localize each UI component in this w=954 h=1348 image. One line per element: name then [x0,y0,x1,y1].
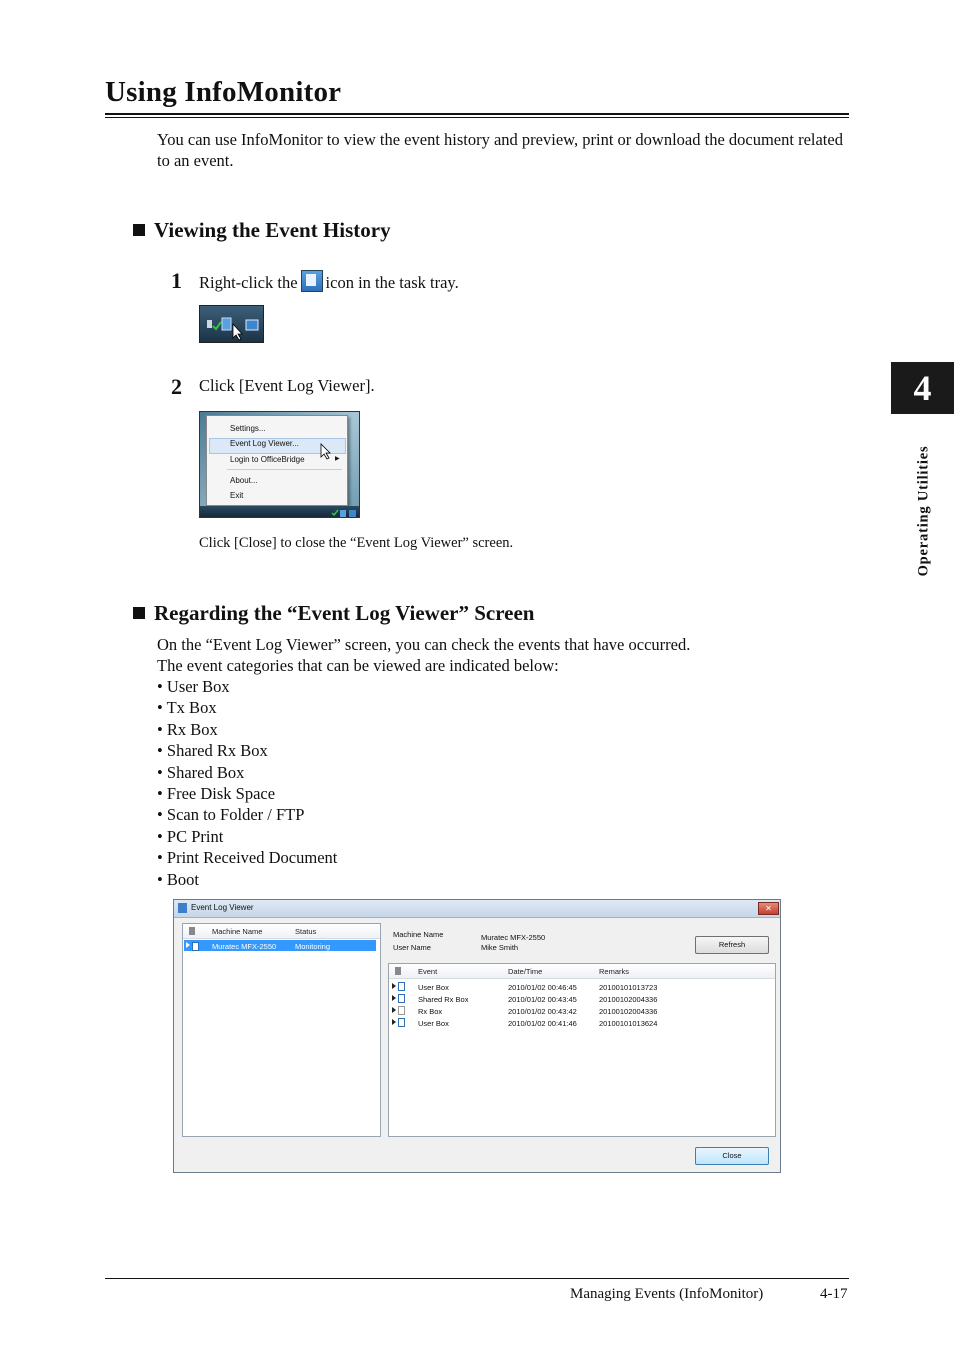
close-note: Click [Close] to close the “Event Log Viewer” screen. [199,535,514,551]
menu-item-login-officebridge[interactable]: Login to OfficeBridge [230,455,305,464]
tray-icons [200,508,359,519]
row-arrow-icon [392,1007,396,1013]
section-2-body [157,634,837,890]
remarks-cell: 20100101013723 [599,983,658,992]
context-menu-screenshot [199,411,360,518]
document-icon [398,994,405,1003]
step-number: 1 [171,268,182,293]
network-icon [349,510,356,517]
mouse-cursor-icon [320,443,332,461]
document-icon [398,1018,405,1027]
event-log-viewer-window [173,899,781,1173]
check-icon [213,322,221,329]
machine-list-header [183,924,380,939]
document-icon [398,982,405,991]
column-header-remarks[interactable]: Remarks [599,967,630,976]
document-icon [398,1006,405,1015]
chapter-tab: 4 [891,362,954,414]
tray-icon [207,320,212,328]
list-item: • Scan to Folder / FTP [157,805,305,825]
datetime-cell: 2010/01/02 00:43:45 [508,995,577,1004]
infomonitor-icon [222,318,231,330]
column-icon [395,967,401,975]
page-title: Using InfoMonitor [105,76,342,108]
task-tray-screenshot [199,305,264,343]
infomonitor-tray-icon [301,270,323,292]
menu-item-settings[interactable]: Settings... [230,424,266,433]
list-item: • User Box [157,677,230,696]
remarks-cell: 20100102004336 [599,1007,658,1016]
row-arrow-icon [392,1019,396,1025]
window-title-bar [174,900,780,918]
square-bullet-icon [133,224,145,236]
column-header-status[interactable]: Status [295,927,317,936]
machine-status-cell[interactable]: Monitoring [295,942,331,951]
remarks-cell: 20100101013624 [599,1019,658,1028]
list-item: • Shared Rx Box [157,741,268,761]
machine-icon [192,942,199,951]
machine-list-panel [182,923,381,1137]
task-tray-icons [200,306,263,342]
event-cell: User Box [418,1019,449,1028]
app-icon [178,903,187,913]
body-line: The event categories that can be viewed are indicated below: [157,656,559,675]
event-cell: User Box [418,983,449,992]
step-2-text: Click [Event Log Viewer]. [199,376,375,395]
square-bullet-icon [133,607,145,619]
column-header-event[interactable]: Event [418,967,438,976]
event-cell: Shared Rx Box [418,995,469,1004]
row-arrow-icon [186,942,190,948]
footer-section: Managing Events (InfoMonitor) [570,1286,764,1302]
section-heading-text: Viewing the Event History [154,218,391,242]
taskbar-strip [200,506,359,517]
mouse-cursor-icon [233,324,242,340]
machine-name-label: Machine Name [393,930,444,939]
step-1-text-before: Right-click the [199,273,298,292]
datetime-cell: 2010/01/02 00:46:45 [508,983,577,992]
title-rule-thin [105,117,849,118]
list-item: • Free Disk Space [157,784,276,804]
window-close-button[interactable]: ✕ [758,902,779,915]
list-item: • Tx Box [157,698,217,718]
close-button[interactable]: Close [695,1147,769,1165]
list-item: • Shared Box [157,762,245,782]
footer-rule [105,1278,849,1279]
row-arrow-icon [392,983,396,989]
refresh-button[interactable]: Refresh [695,936,769,954]
column-header-datetime[interactable]: Date/Time [508,967,543,976]
machine-name-value: Muratec MFX-2550 [481,933,546,942]
datetime-cell: 2010/01/02 00:43:42 [508,1007,577,1016]
infomonitor-icon [340,510,346,517]
step-number: 2 [171,374,182,399]
datetime-cell: 2010/01/02 00:41:46 [508,1019,577,1028]
remarks-cell: 20100102004336 [599,995,658,1004]
check-icon [332,510,338,515]
chapter-side-label [896,430,952,592]
submenu-arrow-icon: ▶ [335,456,340,462]
menu-separator [227,469,342,470]
intro-paragraph: You can use InfoMonitor to view the event history and preview, print or download the document related to an event. [157,130,843,170]
list-item: • Boot [157,869,199,889]
chapter-side-label-text: Operating Utilities [915,445,932,577]
event-cell: Rx Box [418,1007,443,1016]
section-heading-event-history [133,218,391,243]
step-1-text-after: icon in the task tray. [325,273,459,292]
user-name-value: Mike Smith [481,943,519,952]
user-name-label: User Name [393,943,431,952]
row-arrow-icon [392,995,396,1001]
network-icon [246,320,258,330]
step-1-text [199,270,459,293]
list-item: • PC Print [157,826,224,846]
body-line: On the “Event Log Viewer” screen, you can check the events that have occurred. [157,635,691,654]
column-icon [189,927,195,935]
menu-item-exit[interactable]: Exit [230,491,244,500]
list-item: • Rx Box [157,719,218,739]
section-heading-text: Regarding the “Event Log Viewer” Screen [154,601,535,625]
title-rule [105,113,849,115]
events-table-panel [388,963,776,1137]
list-item: • Print Received Document [157,848,338,868]
machine-name-cell[interactable]: Muratec MFX-2550 [212,942,277,951]
context-menu [206,415,348,506]
window-title: Event Log Viewer [191,903,254,912]
page-number: 4-17 [820,1286,848,1302]
column-header-machine-name[interactable]: Machine Name [212,927,263,936]
section-heading-event-log-viewer [133,601,534,626]
events-table-header [389,964,775,979]
event-category-list [157,676,837,890]
menu-item-about[interactable]: About... [230,476,258,485]
menu-item-event-log-viewer[interactable]: Event Log Viewer... [230,439,299,448]
